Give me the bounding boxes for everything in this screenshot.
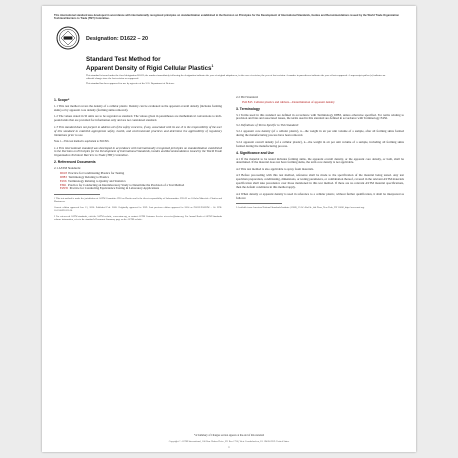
title-line-2-text: Apparent Density of Rigid Cellular Plastics: [86, 65, 212, 73]
footnote-2: 2 For referenced ASTM standards, visit the ASTM website, www.astm.org, or contact ASTM Customer Service at service@astm.org. For Annual Book of ASTM Standards volume information, refer to the standard's Document Summary page on the ASTM website.: [54, 214, 222, 221]
footnote-divider: [54, 194, 100, 195]
standard-note-1: This standard is issued under the fixed designation D1622; the number immediately following the designation indicates the year of original adoption or, in the case of revision, the year of last revision. A number in parentheses indicates the year of last reapproval. A superscript epsilon (ε) indicates an editorial change since the last revision or reapproval.: [86, 74, 386, 81]
page-title: [86, 56, 386, 73]
wto-notice: This international standard was developed in accordance with internationally recognized principles on standardization established in the Decision on Principles for the Development of International Standards, Guides and Recommendations issued by the World Trade Organization Technical Barriers to Trade (TBT) Committee.: [54, 14, 399, 21]
paragraph-4-4: 4.4 When density or apparent density is used in reference to a cellular plastic, without further qualification, it shall be interpreted as follows:: [236, 191, 404, 200]
note-1: Note 1—This test method is equivalent to ISO 845.: [54, 140, 110, 144]
reference-link-e2935[interactable]: [54, 187, 222, 191]
paragraph-4-2: 4.2 This test method is also applicable to spray foam materials.: [236, 166, 314, 171]
paragraph-1-2: 1.2 The values stated in SI units are to be regarded as standard. The values given in parentheses are mathematical conversions to inch-pound units that are provided for information only and are not considered standard.: [54, 114, 222, 123]
footnote-3: 3 Available from American National Standards Institute (ANSI), 25 W. 43rd St., 4th Floor, New York, NY 10036, http://www.ansi.org.: [236, 206, 365, 210]
reference-number: D618: [60, 170, 67, 175]
reference-title: Terminology Relating to Quality and Statistics: [68, 178, 126, 183]
copyright-line: Copyright © ASTM International, 100 Barr Harbor Drive, PO Box C700, West Conshohocken, PA 19428-2959. United States: [168, 440, 290, 443]
section-heading-terminology: 3. Terminology: [236, 106, 260, 111]
section-heading-scope: 1. Scope*: [54, 98, 70, 102]
reference-title: Cellular plastics and rubbers—Determination of apparent density: [253, 99, 335, 104]
title-line-2: [86, 63, 386, 72]
standard-issue-note: [86, 74, 386, 85]
footnote-1-edition: Current edition approved Jan. 15, 2020. Published Feb. 2020. Originally approved in 1959. Last previous edition approved in 2014 as D1622/D1622M – 14. DOI: 10.1520/D1622-20.: [54, 205, 222, 212]
paragraph-3-2: 3.2 Definitions of Terms Specific to This Standard:: [236, 122, 299, 127]
reference-title: Terminology Relating to Plastics: [68, 174, 109, 179]
reference-title: Practice for Conditioning Plastics for Testing: [68, 170, 125, 175]
paragraph-3-2-1: 3.2.1 apparent core density (of a cellular plastic), n—the weight in air per unit volume of a sample, after all forming skins formed during the manufacturing process have been removed.: [236, 129, 404, 138]
designation: Designation: D1622 – 20: [86, 36, 149, 42]
footnote-divider: [236, 203, 282, 204]
paragraph-2-1: 2.1 ASTM Standards:: [54, 166, 81, 171]
reference-link-iso-845[interactable]: [236, 101, 404, 105]
section-heading-significance: 4. Significance and Use: [236, 150, 274, 155]
astm-logo-icon: [56, 26, 80, 50]
title-line-1: Standard Test Method for: [86, 56, 161, 63]
left-column: [54, 96, 222, 223]
section-heading-referenced-documents: 2. Referenced Documents: [54, 160, 96, 165]
footnote-1: 1 This test method is under the jurisdiction of ASTM Committee D20 on Plastics and is the direct responsibility of Subcommittee D20.22 on Cellular Materials - Plastics and Elastomers.: [54, 197, 222, 204]
paragraph-3-1: 3.1 Terms used in this standard are defined in accordance with Terminology D883, unless otherwise specified. For terms relating to precision and bias and associated issues, the terms used in this standard are defined in accordance with Terminology E456.: [236, 112, 404, 121]
standard-note-2: This standard has been approved for use by agencies of the U.S. Department of Defense.: [86, 82, 175, 85]
paragraph-4-3: 4.3 Before proceeding with this test method, reference shall be made to the specification of the material being tested. Any test specimen preparation, conditioning, dimensions, or testing parameters, or combination thereof, covered in the relevant ASTM materials specification shall take precedence over those mentioned in this test method. If there are no relevant ASTM material specifications, then the default conditions in this method apply.: [236, 173, 404, 190]
reference-title: Practice for Conducting Equivalence Testing in Laboratory Applications: [69, 186, 160, 191]
right-column: [236, 96, 404, 212]
reference-number: E2935: [60, 186, 69, 191]
page-number: 1: [228, 446, 230, 449]
paragraph-1-1: 1.1 This test method covers the density of a cellular plastic. Density can be evaluated as the apparent overall density (includes forming skins) or by apparent core density (forming skins removed).: [54, 103, 222, 112]
reference-number: E691: [60, 182, 67, 187]
summary-of-changes-note: *A Summary of Changes section appears at the end of this standard: [193, 434, 265, 437]
reference-number: D883: [60, 174, 67, 179]
paragraph-4-1: 4.1 If the material to be tested includes forming skins, the apparent overall density, or the apparent core density, or both, shall be determined. If the material does not have forming skins, the term core density is not applicable.: [236, 156, 404, 165]
paragraph-1-3: 1.3 This standard does not purport to address all of the safety concerns, if any, associated with its use. It is the responsibility of the user of this standard to establish appropriate safety, health, and environmental practices and determine the applicability of regulatory limitations prior to use.: [54, 124, 223, 137]
title-footnote-marker: 1: [211, 64, 214, 69]
reference-number: ISO 845: [242, 99, 253, 104]
paragraph-2-2: 2.2 ISO Standard:: [236, 95, 259, 99]
reference-title: Practice for Conducting an Interlaboratory Study to Determine the Precision of a Test Method: [68, 182, 185, 187]
document-page: [42, 6, 416, 452]
paragraph-3-2-2: 3.2.2 apparent overall density (of a cellular plastic), n—the weight in air per unit volume of a sample, including all forming skins formed during the manufacturing process.: [236, 139, 404, 148]
reference-number: E456: [60, 178, 67, 183]
paragraph-1-4: 1.4 This international standard was developed in accordance with internationally recognized principles on standardization established in the Decision on Principles for the Development of International Standards, Guides and Recommendations issued by the World Trade Organization Technical Barriers to Trade (TBT) Committee.: [54, 145, 222, 158]
